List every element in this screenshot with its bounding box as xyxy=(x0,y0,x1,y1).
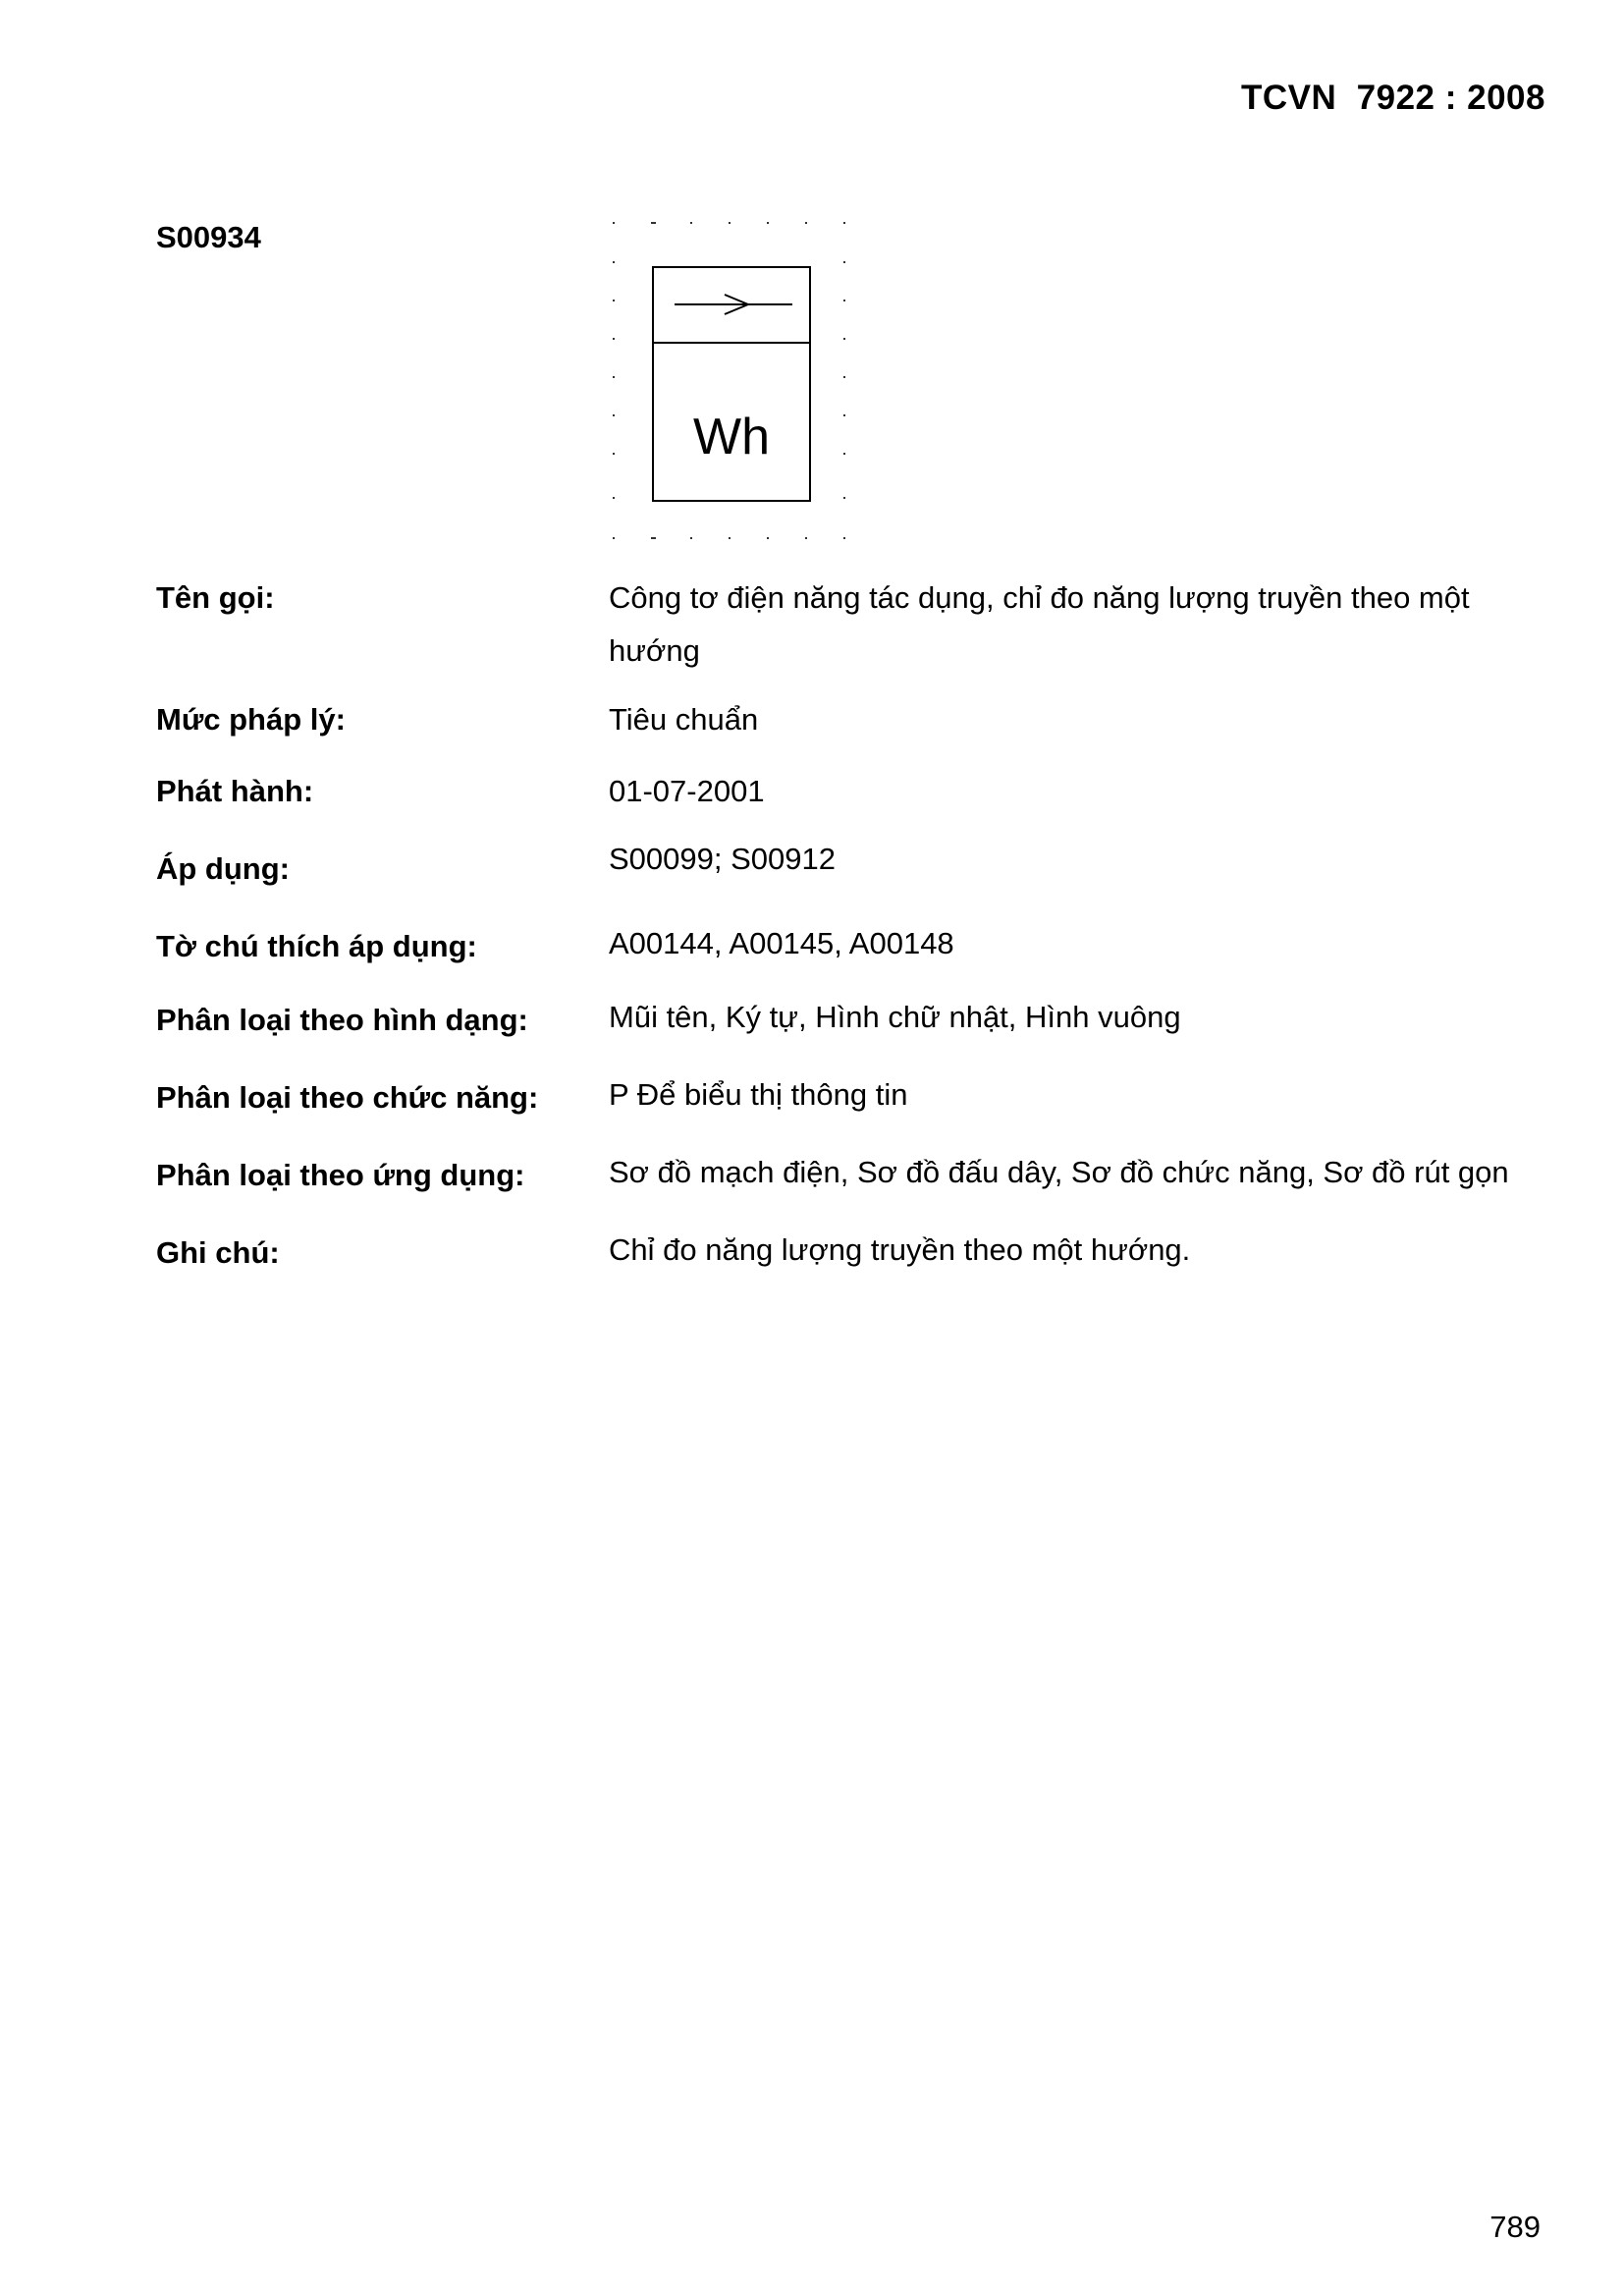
field-label: Phân loại theo ứng dụng: xyxy=(156,1158,525,1192)
field-value: Sơ đồ mạch điện, Sơ đồ đấu dây, Sơ đồ chức năng, Sơ đồ rút gọn xyxy=(609,1155,1509,1189)
standard-header: TCVN 7922 : 2008 xyxy=(1240,79,1545,117)
field-label: Mức pháp lý: xyxy=(156,702,346,737)
field-label: Áp dụng: xyxy=(156,851,291,886)
field-value: A00144, A00145, A00148 xyxy=(609,926,954,960)
field-label: Phát hành: xyxy=(156,774,314,808)
energy-meter-symbol xyxy=(604,210,859,549)
symbol-figure xyxy=(604,210,859,549)
symbol-code: S00934 xyxy=(156,220,261,254)
arrow-right-icon xyxy=(675,295,792,314)
field-label: Phân loại theo chức năng: xyxy=(156,1080,539,1115)
field-value: 01-07-2001 xyxy=(609,774,765,808)
meter-unit-label: Wh xyxy=(693,409,770,465)
field-value: S00099; S00912 xyxy=(609,842,836,876)
field-label: Ghi chú: xyxy=(156,1235,280,1270)
meter-box xyxy=(653,267,810,501)
field-label: Tên gọi: xyxy=(156,580,275,615)
field-value: Tiêu chuẩn xyxy=(609,702,759,737)
field-label: Tờ chú thích áp dụng: xyxy=(156,929,477,963)
page-number: 789 xyxy=(1489,2210,1541,2244)
field-value: Công tơ điện năng tác dụng, chỉ đo năng lượng truyền theo một hướng xyxy=(609,580,1470,668)
field-value: Chỉ đo năng lượng truyền theo một hướng. xyxy=(609,1232,1191,1267)
field-value: P Để biểu thị thông tin xyxy=(609,1077,908,1112)
field-label: Phân loại theo hình dạng: xyxy=(156,1003,528,1037)
field-value: Mũi tên, Ký tự, Hình chữ nhật, Hình vuông xyxy=(609,1000,1181,1034)
